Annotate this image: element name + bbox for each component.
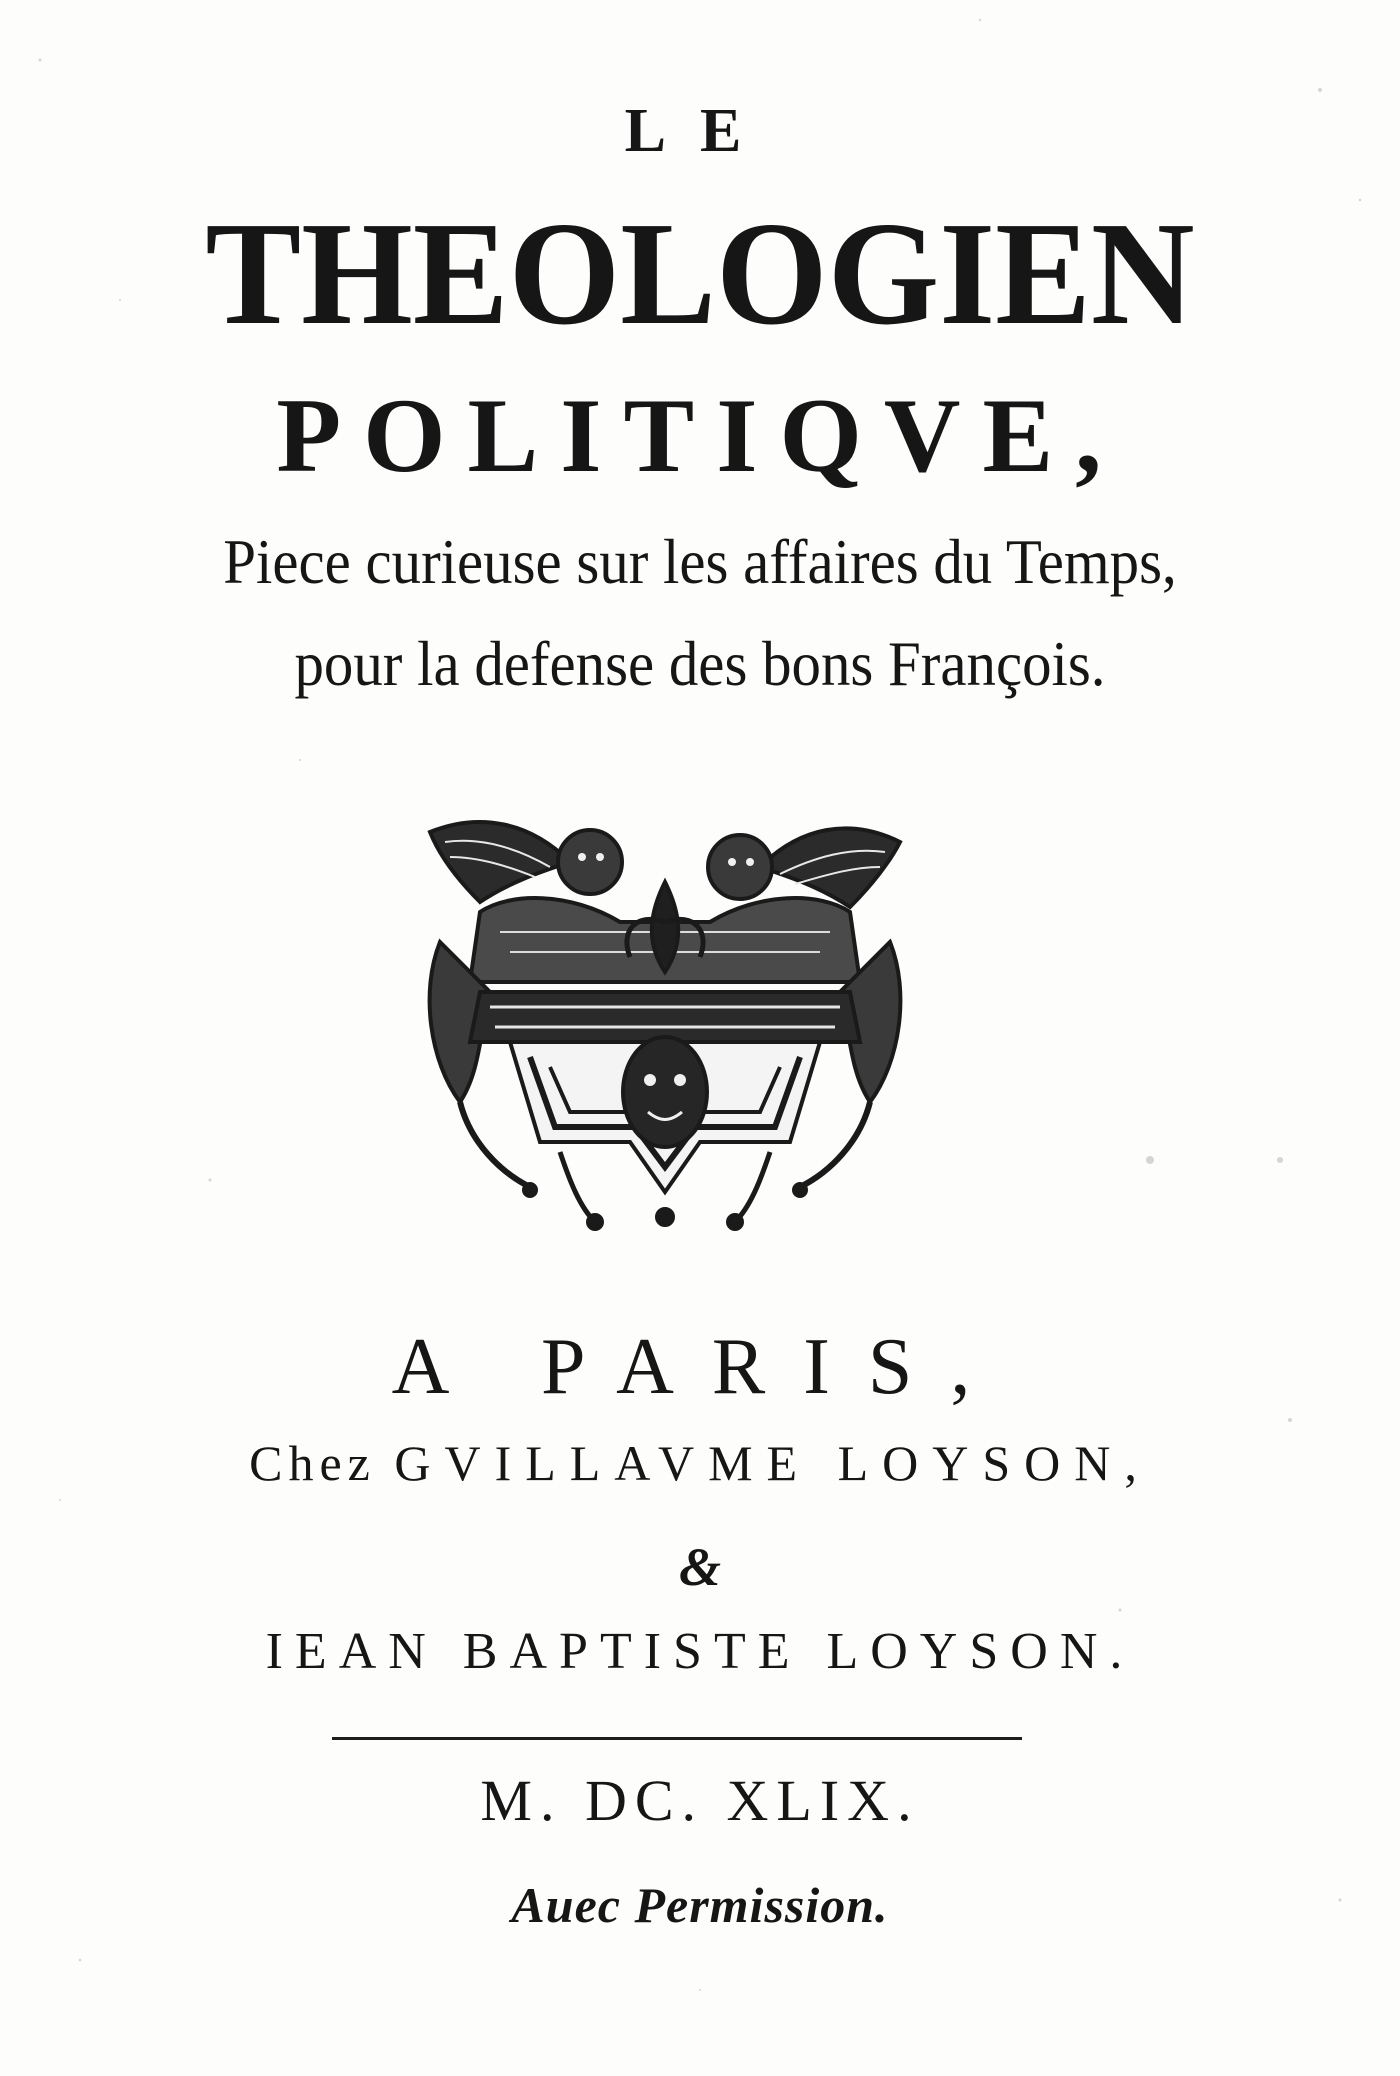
imprint-divider (332, 1737, 1022, 1740)
imprint-ampersand: & (678, 1537, 721, 1597)
subtitle-line-1: Piece curieuse sur les affaires du Temps, (223, 526, 1177, 597)
imprint-publisher-1 (0, 1435, 1400, 1491)
imprint-publisher-2: IEAN BAPTISTE LOYSON. (265, 1623, 1135, 1680)
imprint-publisher-1-name: GVILLAVME LOYSON, (394, 1435, 1151, 1491)
imprint-year: M. DC. XLIX. (480, 1768, 920, 1833)
imprint-permission: Auec Permission. (511, 1877, 889, 1933)
imprint-city: A PARIS, (391, 1323, 1009, 1411)
imprint-publisher-prefix: Chez (249, 1435, 376, 1491)
title-article: LE (624, 97, 776, 165)
subtitle-line-2: pour la defense des bons François. (294, 628, 1106, 699)
title-line-2: POLITIQVE, (276, 377, 1124, 494)
printers-ornament-icon (420, 812, 910, 1232)
title-line-1: THEOLOGIEN (205, 192, 1195, 356)
